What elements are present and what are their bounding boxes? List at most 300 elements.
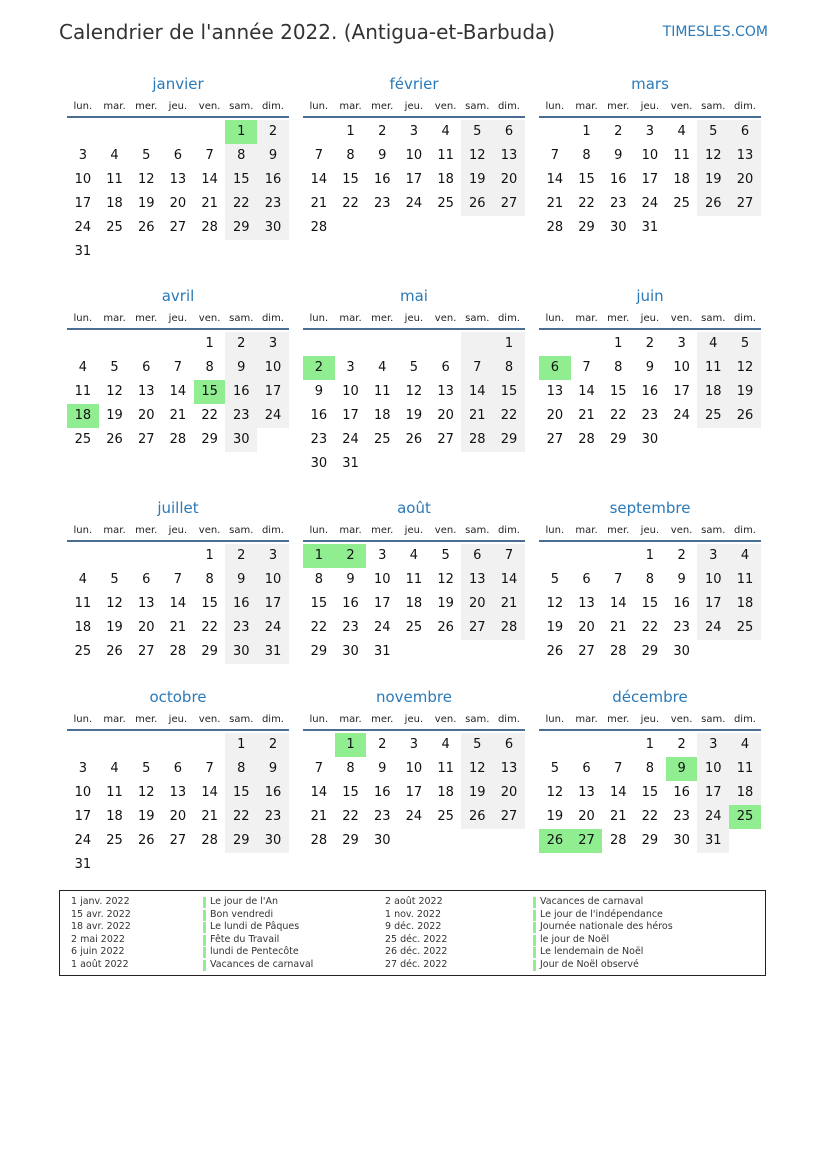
day-cell: 27	[137, 432, 155, 447]
empty-cell	[539, 544, 571, 568]
empty-cell	[194, 853, 226, 877]
day-cell: 16	[373, 172, 391, 187]
weekday-label: jeu.	[640, 525, 660, 536]
empty-cell	[430, 452, 462, 476]
day-cell: 13	[169, 172, 187, 187]
empty-cell	[571, 332, 603, 356]
legend-date: 15 avr. 2022	[71, 908, 131, 920]
day-cell: 30	[342, 644, 359, 659]
day-cell: 7	[205, 761, 214, 776]
day-cell: 20	[137, 408, 155, 423]
day-cell: 12	[461, 144, 493, 168]
day-cell: 7	[314, 148, 323, 163]
empty-cell	[99, 853, 131, 877]
day-cell: 25	[106, 220, 123, 235]
day-cell: 21	[609, 809, 627, 824]
day-cell: 7	[493, 544, 525, 568]
month-name: mars	[631, 75, 669, 93]
day-cell: 29	[225, 216, 257, 240]
day-cell: 3	[697, 544, 729, 568]
day-cell: 7	[550, 148, 559, 163]
day-cell: 1	[303, 544, 335, 568]
day-cell: 21	[169, 408, 187, 423]
day-cell: 3	[346, 360, 355, 375]
legend-holiday-name: Le lundi de Pâques	[210, 921, 299, 934]
day-cell: 19	[106, 620, 123, 635]
day-cell: 29	[201, 644, 218, 659]
day-cell: 1	[205, 336, 214, 351]
day-cell: 14	[169, 384, 187, 399]
day-cell: 30	[673, 833, 690, 848]
day-cell: 10	[405, 761, 423, 776]
day-cell: 13	[546, 384, 564, 399]
empty-cell	[398, 216, 430, 240]
weekday-label: mar.	[575, 714, 598, 725]
empty-cell	[493, 452, 525, 476]
weekday-label: dim.	[261, 714, 284, 725]
day-cell: 27	[137, 644, 155, 659]
day-cell: 7	[314, 761, 323, 776]
weekday-label: mer.	[371, 101, 394, 112]
day-cell: 20	[578, 620, 595, 635]
day-cell: 31	[641, 220, 659, 235]
day-cell: 27	[169, 833, 187, 848]
days-grid	[539, 733, 761, 853]
empty-cell	[366, 452, 398, 476]
day-cell: 15	[201, 596, 218, 611]
day-cell: 5	[461, 120, 493, 144]
day-cell: 18	[729, 781, 761, 805]
day-cell: 8	[493, 356, 525, 380]
day-cell: 1	[346, 124, 355, 139]
month-name: octobre	[149, 688, 207, 706]
legend-date: 27 déc. 2022	[385, 959, 448, 970]
day-cell: 6	[173, 148, 183, 163]
empty-cell	[67, 544, 99, 568]
day-cell: 28	[201, 220, 218, 235]
month-name: décembre	[612, 688, 688, 706]
day-cell: 29	[225, 829, 257, 853]
day-cell: 14	[578, 384, 595, 399]
day-cell: 6	[461, 544, 493, 568]
day-cell: 18	[437, 172, 454, 187]
day-cell: 5	[110, 360, 119, 375]
empty-cell	[571, 733, 603, 757]
legend-color-swatch	[203, 910, 206, 921]
empty-cell	[493, 216, 525, 240]
day-cell: 12	[106, 384, 123, 399]
day-cell: 15	[609, 384, 627, 399]
empty-cell	[194, 240, 226, 264]
day-cell: 4	[677, 124, 686, 139]
day-cell: 15	[493, 380, 525, 404]
day-cell: 24	[342, 432, 359, 447]
day-cell: 30	[609, 220, 627, 235]
day-cell: 26	[106, 644, 123, 659]
legend-date: 1 nov. 2022	[385, 908, 441, 920]
day-cell: 16	[641, 384, 659, 399]
day-cell: 8	[346, 148, 355, 163]
day-cell: 27	[571, 829, 603, 853]
day-cell: 18	[697, 380, 729, 404]
day-cell: 25	[74, 432, 92, 447]
day-cell: 31	[342, 456, 359, 471]
days-grid	[67, 544, 289, 664]
day-cell: 28	[493, 616, 525, 640]
days-grid	[303, 544, 525, 664]
day-cell: 26	[106, 432, 123, 447]
empty-cell	[194, 733, 226, 757]
empty-cell	[571, 544, 603, 568]
day-cell: 11	[106, 172, 123, 187]
weekday-label: dim.	[261, 525, 284, 536]
day-cell: 4	[441, 124, 450, 139]
day-cell: 10	[257, 356, 289, 380]
day-cell: 18	[437, 785, 454, 800]
empty-cell	[729, 829, 761, 853]
day-cell: 17	[641, 172, 659, 187]
weekday-label: mer.	[135, 313, 158, 324]
empty-cell	[130, 332, 162, 356]
day-cell: 10	[405, 148, 423, 163]
day-cell: 16	[310, 408, 328, 423]
day-cell: 5	[142, 761, 151, 776]
day-cell: 2	[257, 733, 289, 757]
day-cell: 2	[257, 120, 289, 144]
legend-holiday-name: Vacances de carnaval	[210, 959, 313, 972]
day-cell: 24	[257, 616, 289, 640]
day-cell: 7	[173, 360, 183, 375]
day-cell: 5	[110, 572, 119, 587]
day-cell: 14	[201, 785, 218, 800]
day-cell: 9	[378, 148, 387, 163]
day-cell: 4	[697, 332, 729, 356]
day-cell: 19	[137, 196, 155, 211]
holiday-legend	[59, 890, 766, 976]
empty-cell	[303, 120, 335, 144]
weekday-label: ven.	[434, 101, 457, 112]
day-cell: 10	[673, 360, 690, 375]
day-cell: 30	[310, 456, 328, 471]
day-cell: 21	[169, 620, 187, 635]
day-cell: 10	[373, 572, 391, 587]
day-cell: 22	[201, 620, 218, 635]
day-cell: 4	[729, 544, 761, 568]
month-name: janvier	[152, 75, 204, 93]
day-cell: 6	[493, 733, 525, 757]
weekday-label: ven.	[198, 714, 221, 725]
day-cell: 21	[201, 809, 218, 824]
day-cell: 28	[310, 833, 328, 848]
day-cell: 21	[201, 196, 218, 211]
day-cell: 6	[173, 761, 183, 776]
day-cell: 27	[578, 644, 595, 659]
weekday-label: sam.	[229, 714, 254, 725]
day-cell: 31	[373, 644, 391, 659]
day-cell: 29	[342, 833, 359, 848]
day-cell: 6	[441, 360, 450, 375]
day-cell: 28	[201, 833, 218, 848]
weekday-label: sam.	[229, 313, 254, 324]
day-cell: 6	[539, 356, 571, 380]
month-name: juillet	[157, 499, 199, 517]
legend-holiday-name: Bon vendredi	[210, 909, 273, 922]
day-cell: 24	[673, 408, 690, 423]
day-cell: 26	[137, 833, 155, 848]
weekday-label: sam.	[701, 525, 726, 536]
day-cell: 20	[493, 168, 525, 192]
empty-cell	[697, 640, 729, 664]
day-cell: 24	[641, 196, 659, 211]
legend-date: 2 mai 2022	[71, 933, 125, 945]
days-grid	[67, 733, 289, 877]
day-cell: 27	[546, 432, 564, 447]
day-cell: 9	[314, 384, 323, 399]
month-name: septembre	[609, 499, 691, 517]
weekday-header	[539, 98, 761, 118]
days-grid	[303, 120, 525, 240]
day-cell: 28	[578, 432, 595, 447]
day-cell: 2	[378, 124, 387, 139]
day-cell: 23	[225, 404, 257, 428]
day-cell: 8	[346, 761, 355, 776]
month-name: novembre	[376, 688, 452, 706]
weekday-label: lun.	[309, 313, 329, 324]
day-cell: 8	[225, 144, 257, 168]
empty-cell	[366, 216, 398, 240]
legend-date: 9 déc. 2022	[385, 921, 442, 933]
weekday-label: mar.	[103, 101, 126, 112]
weekday-header	[303, 711, 525, 731]
days-grid	[67, 120, 289, 264]
weekday-label: mar.	[339, 101, 362, 112]
day-cell: 22	[310, 620, 328, 635]
month-block	[539, 284, 761, 452]
empty-cell	[130, 853, 162, 877]
day-cell: 6	[582, 572, 591, 587]
empty-cell	[461, 640, 493, 664]
weekday-label: lun.	[545, 313, 565, 324]
weekday-label: mar.	[339, 714, 362, 725]
day-cell: 24	[74, 220, 92, 235]
empty-cell	[398, 640, 430, 664]
day-cell: 1	[225, 733, 257, 757]
day-cell: 25	[106, 833, 123, 848]
day-cell: 1	[205, 548, 214, 563]
day-cell: 3	[78, 761, 87, 776]
day-cell: 11	[729, 568, 761, 592]
day-cell: 24	[405, 196, 423, 211]
days-grid	[303, 733, 525, 853]
weekday-label: sam.	[701, 101, 726, 112]
day-cell: 25	[74, 644, 92, 659]
day-cell: 11	[437, 761, 454, 776]
day-cell: 14	[310, 785, 328, 800]
weekday-label: mar.	[575, 313, 598, 324]
empty-cell	[130, 240, 162, 264]
day-cell: 30	[373, 833, 391, 848]
weekday-label: jeu.	[640, 101, 660, 112]
day-cell: 21	[310, 809, 328, 824]
empty-cell	[493, 640, 525, 664]
day-cell: 22	[641, 809, 659, 824]
day-cell: 7	[461, 356, 493, 380]
weekday-label: jeu.	[168, 313, 188, 324]
day-cell: 28	[169, 644, 187, 659]
day-cell: 23	[225, 616, 257, 640]
day-cell: 5	[409, 360, 419, 375]
empty-cell	[130, 544, 162, 568]
day-cell: 10	[257, 568, 289, 592]
day-cell: 3	[409, 124, 419, 139]
day-cell: 3	[378, 548, 387, 563]
empty-cell	[162, 240, 194, 264]
day-cell: 2	[303, 356, 335, 380]
empty-cell	[461, 332, 493, 356]
weekday-label: ven.	[198, 525, 221, 536]
day-cell: 1	[493, 332, 525, 356]
day-cell: 22	[342, 809, 359, 824]
day-cell: 11	[74, 384, 92, 399]
weekday-label: jeu.	[168, 525, 188, 536]
day-cell: 1	[225, 120, 257, 144]
weekday-label: sam.	[465, 525, 490, 536]
day-cell: 15	[641, 596, 659, 611]
weekday-label: mar.	[575, 525, 598, 536]
day-cell: 1	[614, 336, 623, 351]
day-cell: 4	[409, 548, 419, 563]
day-cell: 2	[225, 332, 257, 356]
day-cell: 26	[461, 192, 493, 216]
day-cell: 2	[677, 548, 686, 563]
day-cell: 3	[78, 148, 87, 163]
day-cell: 25	[405, 620, 423, 635]
day-cell: 22	[342, 196, 359, 211]
day-cell: 6	[493, 120, 525, 144]
day-cell: 21	[578, 408, 595, 423]
day-cell: 3	[409, 737, 419, 752]
day-cell: 5	[697, 120, 729, 144]
weekday-label: jeu.	[168, 714, 188, 725]
day-cell: 17	[342, 408, 359, 423]
day-cell: 23	[310, 432, 328, 447]
weekday-label: lun.	[73, 101, 93, 112]
day-cell: 1	[645, 737, 655, 752]
weekday-header	[67, 310, 289, 330]
empty-cell	[729, 640, 761, 664]
empty-cell	[162, 120, 194, 144]
day-cell: 28	[310, 220, 328, 235]
day-cell: 3	[257, 544, 289, 568]
day-cell: 23	[342, 620, 359, 635]
day-cell: 24	[373, 620, 391, 635]
empty-cell	[194, 120, 226, 144]
empty-cell	[398, 452, 430, 476]
weekday-label: ven.	[434, 714, 457, 725]
day-cell: 19	[546, 809, 564, 824]
day-cell: 5	[441, 548, 450, 563]
weekday-label: ven.	[198, 313, 221, 324]
day-cell: 15	[342, 785, 359, 800]
day-cell: 20	[578, 809, 595, 824]
empty-cell	[303, 733, 335, 757]
weekday-label: mar.	[339, 313, 362, 324]
empty-cell	[335, 216, 367, 240]
day-cell: 18	[106, 196, 123, 211]
day-cell: 9	[378, 761, 387, 776]
day-cell: 23	[673, 809, 690, 824]
day-cell: 21	[493, 592, 525, 616]
day-cell: 5	[550, 572, 559, 587]
weekday-label: mer.	[607, 714, 630, 725]
empty-cell	[99, 544, 131, 568]
month-name: mai	[400, 287, 428, 305]
day-cell: 22	[493, 404, 525, 428]
day-cell: 26	[405, 432, 423, 447]
legend-color-swatch	[203, 960, 206, 971]
day-cell: 28	[461, 428, 493, 452]
weekday-label: dim.	[497, 101, 520, 112]
day-cell: 14	[310, 172, 328, 187]
empty-cell	[697, 428, 729, 452]
day-cell: 21	[609, 620, 627, 635]
day-cell: 15	[342, 172, 359, 187]
empty-cell	[162, 733, 194, 757]
day-cell: 12	[697, 144, 729, 168]
day-cell: 25	[729, 616, 761, 640]
month-name: juin	[636, 287, 664, 305]
day-cell: 7	[614, 761, 623, 776]
day-cell: 12	[729, 356, 761, 380]
day-cell: 16	[609, 172, 627, 187]
legend-holiday-name: Journée nationale des héros	[540, 921, 673, 934]
empty-cell	[729, 428, 761, 452]
weekday-label: sam.	[465, 714, 490, 725]
days-grid	[539, 544, 761, 664]
day-cell: 26	[729, 404, 761, 428]
day-cell: 27	[437, 432, 454, 447]
site-link[interactable]: TIMESLES.COM	[662, 24, 768, 40]
day-cell: 4	[110, 761, 119, 776]
day-cell: 31	[74, 857, 92, 872]
legend-date: 1 août 2022	[71, 959, 129, 970]
day-cell: 8	[614, 360, 623, 375]
weekday-label: sam.	[701, 313, 726, 324]
empty-cell	[430, 216, 462, 240]
empty-cell	[162, 544, 194, 568]
empty-cell	[99, 332, 131, 356]
day-cell: 12	[106, 596, 123, 611]
day-cell: 13	[137, 384, 155, 399]
weekday-label: mer.	[371, 714, 394, 725]
legend-date: 1 janv. 2022	[71, 896, 130, 907]
empty-cell	[461, 452, 493, 476]
day-cell: 4	[78, 360, 87, 375]
weekday-label: sam.	[465, 101, 490, 112]
weekday-label: ven.	[670, 525, 693, 536]
day-cell: 9	[257, 144, 289, 168]
day-cell: 1	[645, 548, 655, 563]
day-cell: 16	[673, 596, 690, 611]
weekday-label: dim.	[733, 313, 756, 324]
days-grid	[303, 332, 525, 476]
day-cell: 13	[137, 596, 155, 611]
day-cell: 22	[641, 620, 659, 635]
empty-cell	[67, 332, 99, 356]
day-cell: 10	[697, 757, 729, 781]
day-cell: 23	[673, 620, 690, 635]
day-cell: 12	[137, 172, 155, 187]
